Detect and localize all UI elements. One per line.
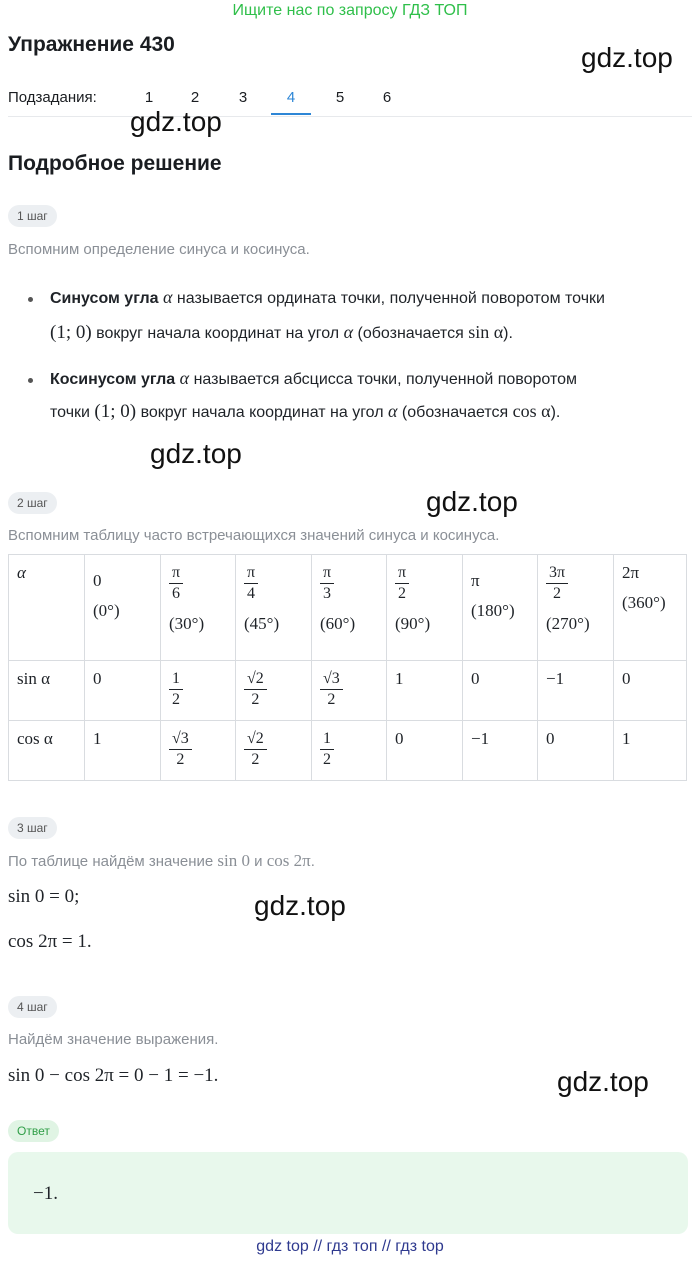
expr-sin0: sin 0 bbox=[217, 851, 250, 870]
answer-box bbox=[8, 1152, 688, 1234]
step-1-intro: Вспомним определение синуса и косинуса. bbox=[8, 241, 310, 258]
bullet-icon bbox=[28, 378, 33, 383]
subtasks-label: Подзадания: bbox=[8, 89, 97, 106]
expr-cos2pi: cos 2π bbox=[266, 851, 311, 870]
active-tab-indicator bbox=[271, 113, 311, 115]
step-badge-4: 4 шаг bbox=[8, 996, 57, 1018]
step-2-intro: Вспомним таблицу часто встречающихся значений синуса и косинуса. bbox=[8, 527, 500, 544]
cosine-definition-text: называется абсцисса точки, полученной поворотом bbox=[193, 371, 577, 388]
sine-definition-text: называется ордината точки, полученной поворотом точки bbox=[176, 290, 605, 307]
cosine-definition-text: точки bbox=[50, 404, 90, 421]
cos-alpha: cos α bbox=[512, 401, 551, 421]
sine-definition-line-1 bbox=[50, 287, 605, 308]
notation-prefix: (обозначается bbox=[401, 404, 509, 421]
footer-links[interactable]: gdz top // гдз топ // гдз top bbox=[256, 1238, 444, 1255]
table-cell: $\frac{1}{2}$ bbox=[161, 661, 236, 721]
table-cell: 0 bbox=[538, 721, 614, 781]
cosine-definition-line-1 bbox=[50, 368, 577, 389]
step-3-intro: По таблице найдём значение sin 0 и cos 2π. bbox=[8, 851, 315, 870]
answer-badge: Ответ bbox=[8, 1120, 59, 1142]
step-badge-2: 2 шаг bbox=[8, 492, 57, 514]
table-cell: −1 bbox=[538, 661, 614, 721]
table-row-label: cos α bbox=[9, 721, 85, 781]
watermark: gdz.top bbox=[150, 438, 242, 469]
sine-definition-text: вокруг начала координат на угол bbox=[96, 325, 340, 342]
table-cell: $\frac{√2}{2}$ bbox=[236, 721, 312, 781]
watermark: gdz.top bbox=[254, 890, 346, 921]
cosine-definition-text: вокруг начала координат на угол bbox=[140, 404, 384, 421]
table-cell: 0 bbox=[85, 661, 161, 721]
notation-suffix: ). bbox=[503, 325, 513, 342]
notation-prefix: (обозначается bbox=[357, 325, 464, 342]
table-cell: $\frac{1}{2}$ bbox=[312, 721, 387, 781]
notation-suffix: ). bbox=[550, 404, 561, 421]
cosine-definition-line-2 bbox=[50, 401, 560, 423]
cosine-term: Косинусом угла bbox=[50, 371, 176, 388]
watermark: gdz.top bbox=[130, 106, 222, 137]
equation: sin 0 − cos 2π = 0 − 1 = −1. bbox=[8, 1065, 219, 1086]
subtask-tab-3[interactable]: 3 bbox=[238, 89, 248, 106]
table-cell: −1 bbox=[463, 721, 538, 781]
sin-alpha: sin α bbox=[468, 322, 504, 342]
table-header-cell: 2π (360°) bbox=[614, 555, 687, 661]
table-cell: $\frac{√3}{2}$ bbox=[312, 661, 387, 721]
table-header-label: α bbox=[9, 555, 85, 661]
table-cell: 0 bbox=[614, 661, 687, 721]
step-badge-3: 3 шаг bbox=[8, 817, 57, 839]
trig-values-table bbox=[8, 554, 687, 781]
table-cell: $\frac{√3}{2}$ bbox=[161, 721, 236, 781]
watermark: gdz.top bbox=[557, 1066, 649, 1097]
section-title: Подробное решение bbox=[8, 152, 222, 175]
top-banner[interactable]: Ищите нас по запросу ГДЗ ТОП bbox=[232, 2, 468, 19]
bullet-icon bbox=[28, 297, 33, 302]
table-cell: 1 bbox=[85, 721, 161, 781]
point-coordinates: (1; 0) bbox=[50, 322, 92, 343]
table-header-cell: π (180°) bbox=[463, 555, 538, 661]
answer-value: −1. bbox=[33, 1183, 58, 1204]
table-row-sin bbox=[9, 661, 687, 721]
sine-term: Синусом угла bbox=[50, 290, 159, 307]
table-header-cell: $\frac{\pi}{6}$ (30°) bbox=[161, 555, 236, 661]
table-header-cell: $\frac{\pi}{2}$ (90°) bbox=[387, 555, 463, 661]
table-cell: 1 bbox=[614, 721, 687, 781]
equation: cos 2π = 1. bbox=[8, 931, 92, 952]
alpha-symbol: α bbox=[179, 368, 190, 388]
watermark: gdz.top bbox=[426, 486, 518, 517]
point-coordinates: (1; 0) bbox=[94, 401, 137, 422]
sine-definition-line-2 bbox=[50, 322, 513, 344]
watermark: gdz.top bbox=[581, 42, 673, 73]
alpha-symbol: α bbox=[388, 401, 398, 421]
subtask-tab-6[interactable]: 6 bbox=[382, 89, 392, 106]
subtask-tab-5[interactable]: 5 bbox=[335, 89, 345, 106]
subtask-tab-2[interactable]: 2 bbox=[190, 89, 200, 106]
table-cell: $\frac{√2}{2}$ bbox=[236, 661, 312, 721]
table-header-cell: $\frac{\pi}{3}$ (60°) bbox=[312, 555, 387, 661]
table-row-label: sin α bbox=[9, 661, 85, 721]
step-badge-1: 1 шаг bbox=[8, 205, 57, 227]
table-header-cell: $\frac{\pi}{4}$ (45°) bbox=[236, 555, 312, 661]
table-cell: 0 bbox=[387, 721, 463, 781]
table-header-row bbox=[9, 555, 687, 661]
subtask-tab-4[interactable]: 4 bbox=[286, 89, 296, 106]
table-cell: 1 bbox=[387, 661, 463, 721]
subtask-tab-1[interactable]: 1 bbox=[144, 89, 154, 106]
exercise-title: Упражнение 430 bbox=[8, 33, 175, 56]
equation: sin 0 = 0; bbox=[8, 886, 80, 907]
step-4-intro: Найдём значение выражения. bbox=[8, 1031, 219, 1048]
table-header-cell: 0 (0°) bbox=[85, 555, 161, 661]
table-header-cell: $\frac{3\pi}{2}$ (270°) bbox=[538, 555, 614, 661]
table-cell: 0 bbox=[463, 661, 538, 721]
alpha-symbol: α bbox=[343, 322, 354, 342]
alpha-symbol: α bbox=[162, 287, 173, 307]
divider bbox=[8, 116, 692, 117]
table-row-cos bbox=[9, 721, 687, 781]
